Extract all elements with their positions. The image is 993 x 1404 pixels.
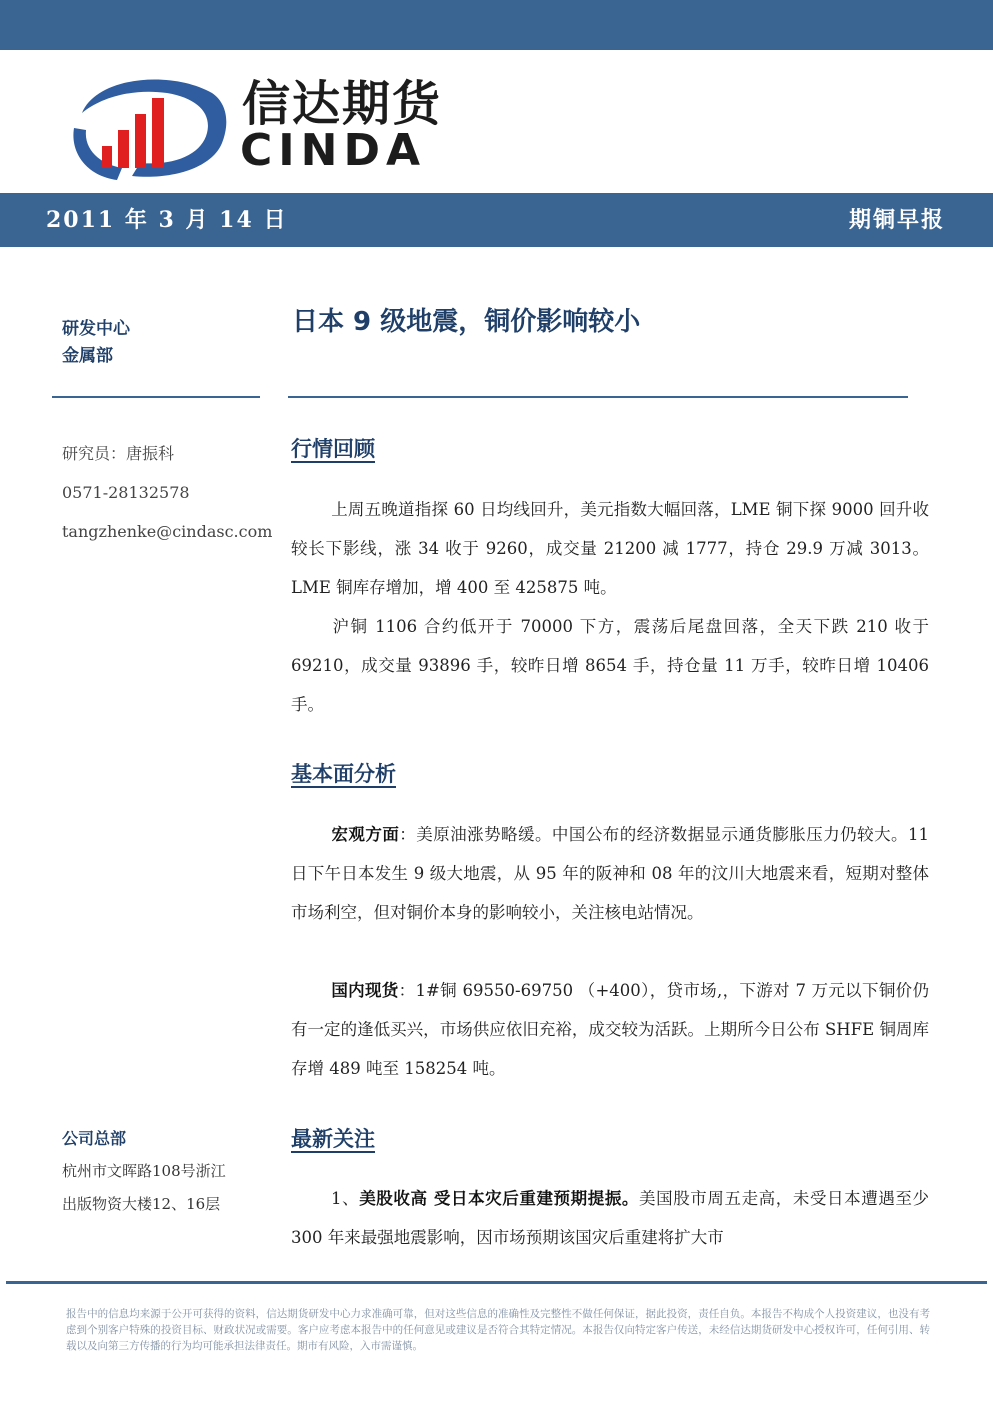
review-paragraph-1 — [291, 490, 929, 607]
analyst-info — [62, 434, 272, 551]
sidebar-divider — [52, 396, 260, 398]
latest-item-headline: 美股收高 受日本灾后重建预期提振。 — [359, 1189, 640, 1208]
spot-text: ：1#铜 69550-69750 （+400），贷市场,，下游对 7 万元以下铜价仍有一定的逢低买兴，市场供应依旧充裕，成交较为活跃。上期所今日公布 SHFE 铜周库存增 489 吨至 158254 吨。 — [291, 981, 929, 1078]
section-heading-latest: 最新关注 — [291, 1126, 375, 1151]
review-paragraph-2 — [291, 607, 929, 724]
analyst-name: 研究员：唐振科 — [62, 444, 175, 463]
review-text-1: 上周五晚道指探 60 日均线回升，美元指数大幅回落，LME 铜下探 9000 回升收较长下影线，涨 34 收于 9260，成交量 21200 减 1777，持仓 29.9 万减 3013。LME 铜库存增加，增 400 至 425875 吨。 — [291, 500, 929, 597]
hq-title: 公司总部 — [62, 1129, 127, 1148]
logo-chinese-name: 信达期货 — [242, 76, 443, 132]
review-text-2: 沪铜 1106 合约低开于 70000 下方，震荡后尾盘回落，全天下跌 210 收于 69210，成交量 93896 手，较昨日增 8654 手，持仓量 11 万手，较昨日增 10406 手。 — [291, 617, 929, 714]
footer-divider — [6, 1281, 987, 1284]
title-divider — [288, 396, 908, 398]
cinda-logo-mark — [62, 68, 232, 183]
fundamentals-paragraph-spot — [291, 971, 929, 1088]
headquarters-info — [62, 1122, 226, 1221]
section-heading-fundamentals: 基本面分析 — [291, 761, 396, 786]
fundamentals-paragraph-macro — [291, 815, 929, 932]
latest-item-text: 美国股市周五走高，未受日本遭遇至少 300 年来最强地震影响，因市场预期该国灾后重建将扩大市 — [291, 1189, 930, 1247]
report-date: 2011 年 3 月 14 日 — [46, 207, 288, 233]
hq-address-line1: 杭州市文晖路108号浙江 — [62, 1162, 226, 1180]
analyst-email[interactable]: tangzhenke@cindasc.com — [62, 522, 273, 541]
section-heading-review: 行情回顾 — [291, 436, 375, 461]
date-banner — [0, 193, 993, 247]
latest-item-number: 1、 — [331, 1189, 360, 1208]
analyst-phone: 0571-28132578 — [62, 483, 190, 502]
hq-address-line2: 出版物资大楼12、16层 — [62, 1195, 221, 1213]
dept-metals: 金属部 — [62, 346, 113, 366]
logo-english-name: CINDA — [240, 125, 427, 176]
macro-text: ：美原油涨势略缓。中国公布的经济数据显示通货膨胀压力仍较大。11 日下午日本发生 9 级大地震，从 95 年的阪神和 08 年的汶川大地震来看，短期对整体市场利空，但对铜价本身的影响较小，关注核电站情况。 — [291, 825, 930, 922]
report-title: 日本 9 级地震，铜价影响较小 — [292, 307, 641, 337]
top-banner — [0, 0, 993, 50]
latest-paragraph-1 — [291, 1179, 929, 1257]
cinda-logo — [62, 68, 452, 183]
disclaimer: 报告中的信息均来源于公开可获得的资料，信达期货研发中心力求准确可靠，但对这些信息的准确性及完整性不做任何保证，据此投资，责任自负。本报告不构成个人投资建议，也没有考虑到个别客户特殊的投资目标、财政状况或需要。客户应考虑本报告中的任何意见或建议是否符合其特定情况。本报告仅向特定客户传送，未经信达期货研发中心授权许可，任何引用、转载以及向第三方传播的行为均可能承担法律责任。期市有风险，入市需谨慎。 — [66, 1308, 930, 1352]
department — [62, 316, 130, 370]
report-type: 期铜早报 — [848, 207, 945, 233]
macro-label: 宏观方面 — [331, 825, 400, 844]
dept-center: 研发中心 — [62, 319, 130, 339]
spot-label: 国内现货 — [331, 981, 399, 1000]
